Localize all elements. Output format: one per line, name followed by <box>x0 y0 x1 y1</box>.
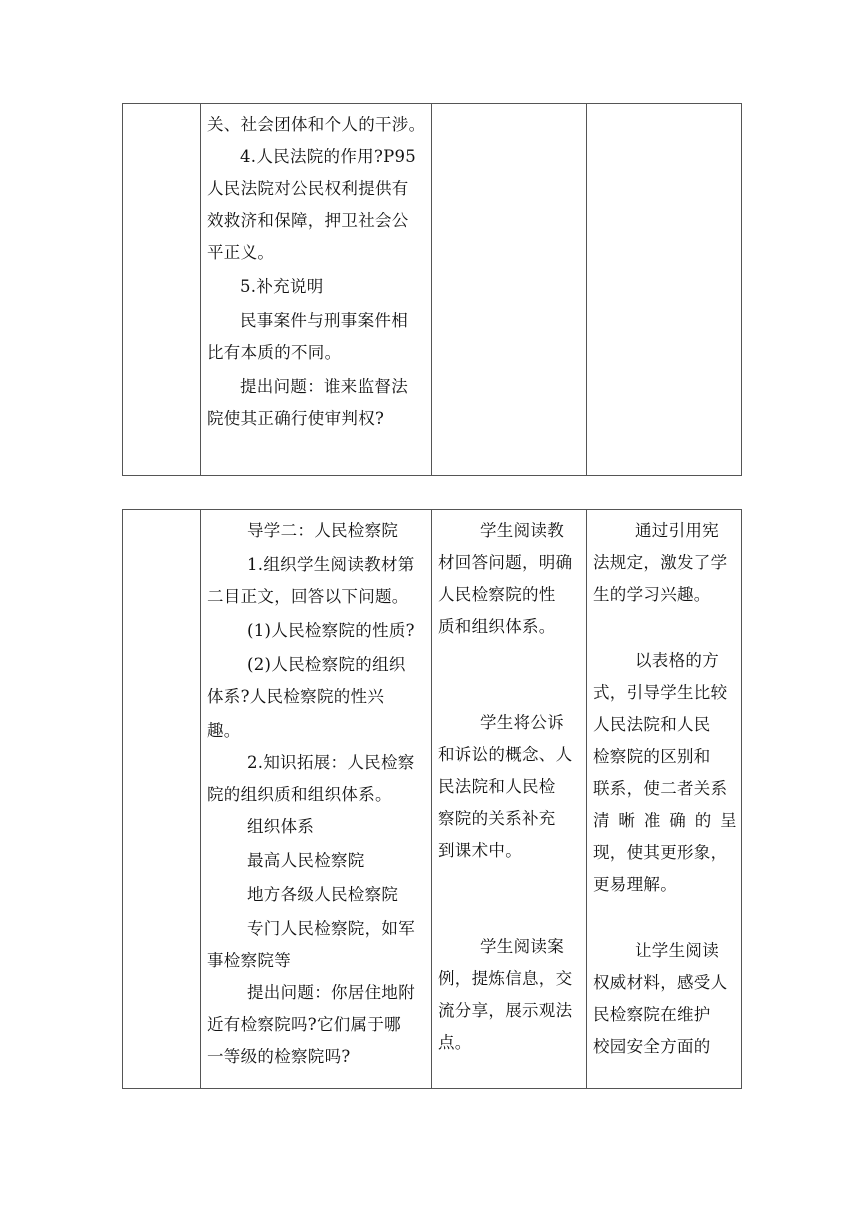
text-line: 民法院和人民检 <box>438 777 556 796</box>
text-line: 1.组织学生阅读教材第 <box>247 555 415 574</box>
text-line: 到课术中。 <box>438 841 522 860</box>
text-line: 地方各级人民检察院 <box>247 885 399 904</box>
text-line: 校园安全方面的 <box>593 1037 711 1056</box>
text-line: 平正义。 <box>207 243 275 262</box>
text-line: 二目正文，回答以下问题。 <box>207 587 409 606</box>
text-line: 趣。 <box>207 721 241 740</box>
text-line: 现，使其更形象， <box>593 843 728 862</box>
text-line: 体系?人民检察院的性兴 <box>207 687 385 706</box>
text-line: (1)人民检察院的性质? <box>247 621 415 640</box>
lesson-table-part-1 <box>122 103 742 476</box>
text-line: 生的学习兴趣。 <box>593 585 711 604</box>
teacher-activity-cell <box>201 104 432 476</box>
table-row <box>123 104 742 476</box>
text-line: 法规定，激发了学 <box>593 553 728 572</box>
text-line: 点。 <box>438 1033 472 1052</box>
design-intent-cell <box>587 510 742 1089</box>
empty-cell <box>587 104 742 476</box>
text-line: 质和组织体系。 <box>438 617 556 636</box>
text-line: 清晰准确的呈 <box>593 811 737 830</box>
text-line: 近有检察院吗?它们属于哪 <box>207 1015 401 1034</box>
student-activity-cell <box>432 510 587 1089</box>
text-line: 院的组织质和组织体系。 <box>207 785 392 804</box>
text-line: 民检察院在维护 <box>593 1005 711 1024</box>
text-line: 联系，使二者关系 <box>593 779 728 798</box>
text-line: 例，提炼信息，交 <box>438 969 573 988</box>
text-line: 和诉讼的概念、人 <box>438 745 573 764</box>
empty-cell <box>123 104 201 476</box>
text-line: 更易理解。 <box>593 875 677 894</box>
text-line: 关、社会团体和个人的干涉。 <box>207 115 426 134</box>
text-line: 流分享，展示观法 <box>438 1001 573 1020</box>
text-line: 组织体系 <box>247 817 315 836</box>
text-line: 察院的关系补充 <box>438 809 556 828</box>
text-line: 比有本质的不同。 <box>207 343 342 362</box>
text-line: (2)人民检察院的组织 <box>247 655 406 674</box>
text-line: 5.补充说明 <box>240 277 324 296</box>
text-line: 检察院的区别和 <box>593 747 711 766</box>
text-line: 提出问题：谁来监督法 <box>240 377 408 396</box>
text-line: 事检察院等 <box>207 951 291 970</box>
text-line: 材回答问题，明确 <box>438 553 573 572</box>
text-line: 学生将公诉 <box>480 713 564 732</box>
text-line: 最高人民检察院 <box>247 851 365 870</box>
text-line: 效救济和保障，押卫社会公 <box>207 211 409 230</box>
table-row <box>123 510 742 1089</box>
text-line: 学生阅读教 <box>480 521 564 540</box>
text-line: 2.知识拓展：人民检察 <box>247 753 415 772</box>
section-heading: 导学二：人民检察院 <box>247 521 399 540</box>
text-line: 通过引用宪 <box>635 521 719 540</box>
text-line: 以表格的方 <box>635 651 719 670</box>
empty-cell <box>123 510 201 1089</box>
text-line: 人民检察院的性 <box>438 585 556 604</box>
text-line: 让学生阅读 <box>635 941 719 960</box>
text-line: 院使其正确行使审判权? <box>207 409 385 428</box>
text-line: 提出问题：你居住地附 <box>247 983 415 1002</box>
text-line: 式，引导学生比较 <box>593 683 728 702</box>
text-line: 权威材料，感受人 <box>593 973 728 992</box>
text-line: 人民法院和人民 <box>593 715 711 734</box>
text-line: 民事案件与刑事案件相 <box>240 311 408 330</box>
teacher-activity-cell <box>201 510 432 1089</box>
text-line: 一等级的检察院吗? <box>207 1047 351 1066</box>
lesson-table-part-2 <box>122 509 742 1089</box>
text-line: 人民法院对公民权利提供有 <box>207 179 409 198</box>
empty-cell <box>432 104 587 476</box>
text-line: 专门人民检察院，如军 <box>247 919 415 938</box>
text-line: 4.人民法院的作用?P95 <box>240 147 417 166</box>
text-line: 学生阅读案 <box>480 937 564 956</box>
